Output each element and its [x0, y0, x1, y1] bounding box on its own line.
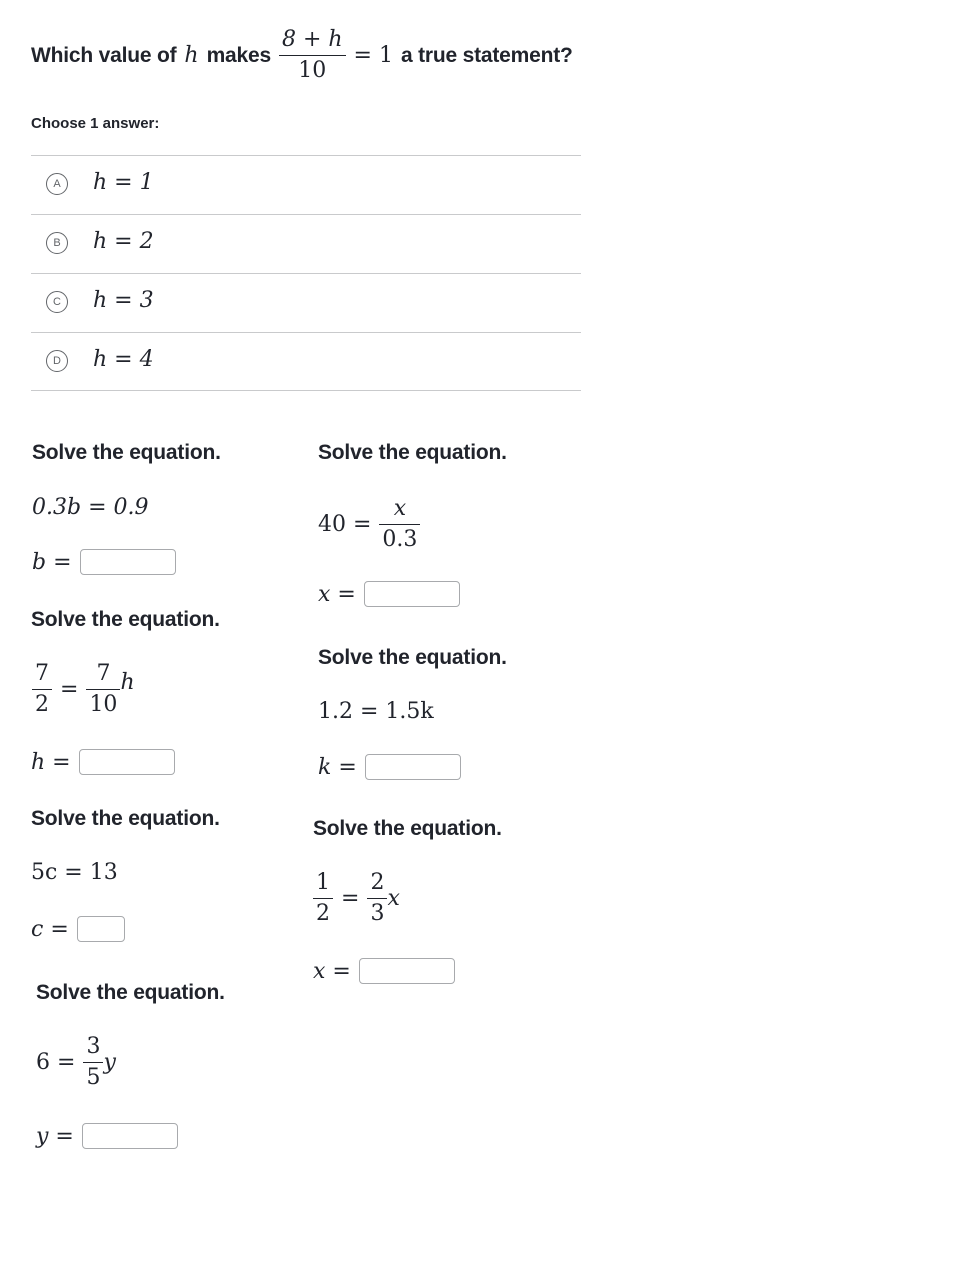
problem-4-answer-label: k = — [318, 754, 357, 780]
question-middle: makes — [206, 43, 271, 67]
problem-3-right-numerator: 7 — [96, 661, 111, 686]
choice-letter-d: D — [46, 350, 68, 372]
problem-5-answer-label: c = — [31, 916, 69, 942]
problem-7-answer — [36, 1123, 178, 1149]
problem-6-left-denominator: 2 — [316, 901, 330, 927]
problem-2-lhs: 40 = — [318, 512, 372, 538]
problem-6-answer — [313, 958, 455, 984]
problem-7-answer-label: y = — [36, 1123, 74, 1149]
choice-b[interactable] — [31, 214, 581, 272]
problem-5-equation: 5c = 13 — [31, 860, 118, 885]
fraction-bar — [279, 55, 346, 56]
problem-7-fraction-denominator: 5 — [86, 1065, 101, 1091]
choice-letter-b: B — [46, 232, 68, 254]
choice-c-text: h = 3 — [93, 288, 154, 313]
problem-6-equation — [313, 871, 400, 926]
problem-6-equals: = — [341, 886, 360, 912]
problem-3-right-fraction — [86, 662, 120, 717]
question-fraction — [279, 28, 346, 83]
problem-6-left-numerator: 1 — [316, 870, 330, 895]
problem-2-answer-input[interactable] — [364, 581, 460, 607]
problem-3-variable: h — [120, 670, 135, 696]
problem-6-answer-input[interactable] — [359, 958, 455, 984]
choice-d-text: h = 4 — [93, 347, 154, 372]
problem-5-answer — [31, 916, 125, 942]
problem-1-answer — [32, 549, 176, 575]
choose-label: Choose 1 answer: — [31, 115, 160, 132]
question-fraction-denominator: 10 — [298, 58, 327, 84]
problem-2-answer — [318, 581, 460, 607]
problem-4-answer-input[interactable] — [365, 754, 461, 780]
problem-3-answer-label: h = — [31, 749, 71, 775]
problem-2-equation — [318, 497, 420, 552]
problem-5-heading: Solve the equation. — [31, 807, 220, 830]
problem-7-answer-input[interactable] — [82, 1123, 178, 1149]
fraction-bar — [313, 898, 333, 899]
fraction-bar — [83, 1062, 103, 1063]
problem-7-fraction — [83, 1035, 103, 1090]
choice-letter-c: C — [46, 291, 68, 313]
problem-4-equation: 1.2 = 1.5k — [318, 699, 434, 724]
problem-3-left-fraction — [32, 662, 52, 717]
problem-7-heading: Solve the equation. — [36, 981, 225, 1004]
problem-6-variable: x — [387, 886, 400, 912]
problem-7-equation — [36, 1035, 116, 1090]
problem-7-lhs: 6 = — [36, 1050, 76, 1076]
problem-3-equation — [32, 662, 135, 717]
problem-3-left-numerator: 7 — [35, 661, 49, 686]
problem-3-answer — [31, 749, 175, 775]
fraction-bar — [367, 898, 387, 899]
problem-6-right-numerator: 2 — [370, 870, 385, 895]
problem-3-answer-input[interactable] — [79, 749, 175, 775]
question-suffix: a true statement? — [400, 43, 573, 67]
choice-c[interactable] — [31, 273, 581, 331]
choice-a[interactable] — [31, 155, 581, 213]
problem-3-left-denominator: 2 — [35, 692, 49, 718]
question-variable: h — [184, 43, 199, 69]
fraction-bar — [86, 689, 120, 690]
fraction-bar — [379, 524, 420, 525]
problem-5-answer-input[interactable] — [77, 916, 125, 942]
problem-1-heading: Solve the equation. — [32, 441, 221, 464]
question-equals: = 1 — [353, 43, 393, 69]
question-prompt — [31, 28, 573, 83]
problem-4-answer — [318, 754, 461, 780]
problem-3-equals: = — [60, 677, 79, 703]
choice-b-text: h = 2 — [93, 229, 154, 254]
problem-2-answer-label: x = — [318, 581, 356, 607]
question-fraction-numerator: 8 + h — [281, 27, 343, 52]
problem-7-fraction-numerator: 3 — [86, 1034, 101, 1059]
problem-6-left-fraction — [313, 871, 333, 926]
problem-1-answer-input[interactable] — [80, 549, 176, 575]
choice-d[interactable] — [31, 332, 581, 390]
problem-6-heading: Solve the equation. — [313, 817, 502, 840]
choice-divider — [31, 390, 581, 391]
choice-a-text: h = 1 — [93, 170, 154, 195]
fraction-bar — [32, 689, 52, 690]
problem-1-answer-label: b = — [32, 549, 72, 575]
problem-7-variable: y — [103, 1050, 116, 1076]
problem-4-heading: Solve the equation. — [318, 646, 507, 669]
choice-letter-a: A — [46, 173, 68, 195]
problem-3-right-denominator: 10 — [89, 692, 118, 718]
problem-1-equation: 0.3b = 0.9 — [32, 495, 149, 520]
problem-2-fraction — [379, 497, 420, 552]
problem-2-heading: Solve the equation. — [318, 441, 507, 464]
question-prefix: Which value of — [31, 43, 177, 67]
problem-2-fraction-numerator: x — [393, 496, 407, 521]
problem-6-right-fraction — [367, 871, 387, 926]
problem-6-answer-label: x = — [313, 958, 351, 984]
problem-2-fraction-denominator: 0.3 — [382, 527, 418, 553]
problem-6-right-denominator: 3 — [370, 901, 385, 927]
problem-3-heading: Solve the equation. — [31, 608, 220, 631]
